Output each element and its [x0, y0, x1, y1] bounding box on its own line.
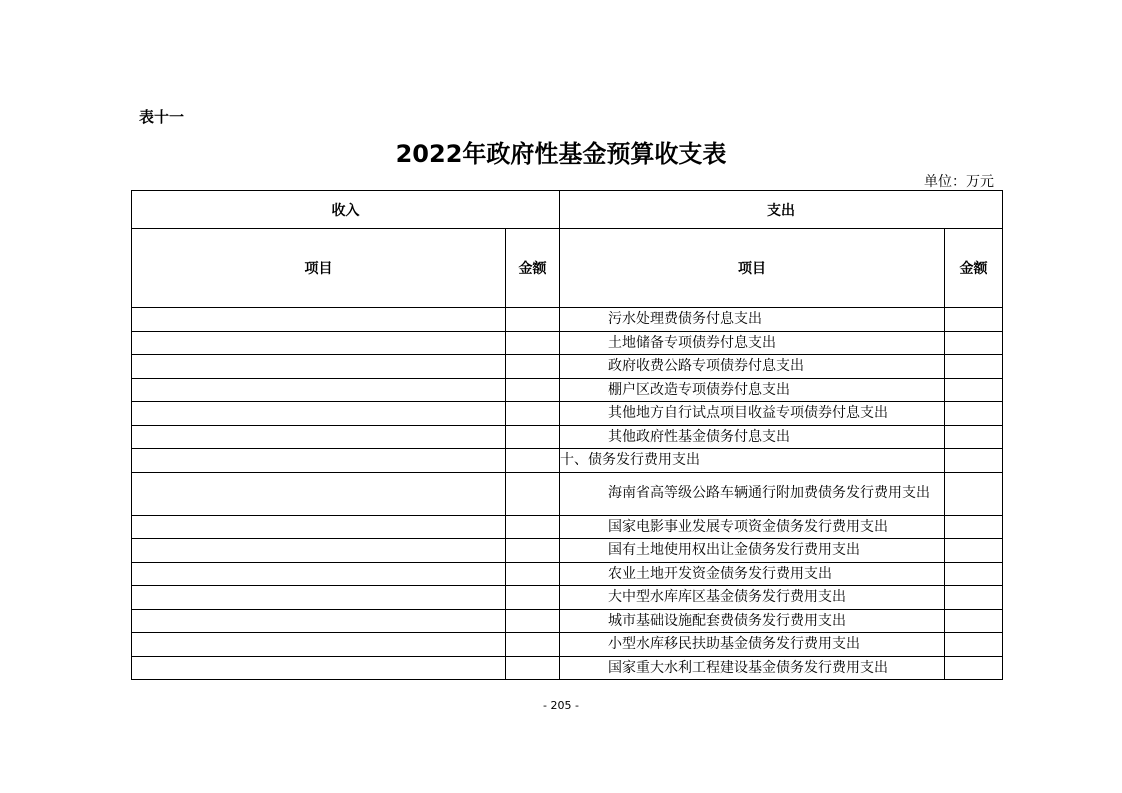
table-row [132, 425, 1003, 449]
income-item-cell [132, 355, 506, 379]
table-row [132, 656, 1003, 680]
budget-table [131, 190, 1003, 680]
expense-item-cell: 国家重大水利工程建设基金债务发行费用支出 [560, 656, 945, 680]
income-item-cell [132, 515, 506, 539]
table-row [132, 402, 1003, 426]
expense-item-cell: 农业土地开发资金债务发行费用支出 [560, 562, 945, 586]
expense-item-cell: 政府收费公路专项债券付息支出 [560, 355, 945, 379]
income-amount-cell [506, 331, 560, 355]
expense-item-cell: 海南省高等级公路车辆通行附加费债务发行费用支出 [560, 472, 945, 515]
income-amount-cell [506, 355, 560, 379]
income-item-cell [132, 586, 506, 610]
income-amount-cell [506, 449, 560, 473]
table-row [132, 515, 1003, 539]
income-amount-cell [506, 586, 560, 610]
expense-amount-cell [945, 656, 1003, 680]
income-item-cell [132, 633, 506, 657]
income-item-cell [132, 609, 506, 633]
income-item-cell [132, 449, 506, 473]
table-row [132, 633, 1003, 657]
expense-amount-cell [945, 562, 1003, 586]
table-row [132, 472, 1003, 515]
expense-item-column-header: 项目 [560, 229, 945, 308]
expense-header: 支出 [560, 191, 1003, 229]
income-item-cell [132, 425, 506, 449]
income-amount-cell [506, 515, 560, 539]
expense-amount-cell [945, 515, 1003, 539]
table-body [132, 308, 1003, 680]
expense-item-cell: 其他地方自行试点项目收益专项债券付息支出 [560, 402, 945, 426]
income-amount-cell [506, 308, 560, 332]
table-row [132, 562, 1003, 586]
table-row [132, 378, 1003, 402]
expense-item-cell: 大中型水库库区基金债务发行费用支出 [560, 586, 945, 610]
income-item-cell [132, 539, 506, 563]
table-number-label: 表十一 [139, 108, 185, 126]
expense-amount-cell [945, 331, 1003, 355]
income-amount-cell [506, 609, 560, 633]
table-row [132, 539, 1003, 563]
expense-amount-cell [945, 308, 1003, 332]
expense-amount-cell [945, 378, 1003, 402]
income-item-cell [132, 331, 506, 355]
income-amount-column-header: 金额 [506, 229, 560, 308]
expense-amount-cell [945, 472, 1003, 515]
table-row [132, 331, 1003, 355]
table-column-header-row [132, 229, 1003, 308]
document-title: 2022年政府性基金预算收支表 [395, 140, 727, 168]
table-row [132, 449, 1003, 473]
expense-amount-cell [945, 539, 1003, 563]
income-header: 收入 [132, 191, 560, 229]
income-item-column-header: 项目 [132, 229, 506, 308]
expense-item-cell: 国家电影事业发展专项资金债务发行费用支出 [560, 515, 945, 539]
income-item-cell [132, 378, 506, 402]
income-item-cell [132, 402, 506, 426]
table-row [132, 355, 1003, 379]
expense-amount-column-header: 金额 [945, 229, 1003, 308]
expense-amount-cell [945, 449, 1003, 473]
page-number: - 205 - [543, 699, 579, 712]
income-item-cell [132, 656, 506, 680]
unit-label: 单位：万元 [924, 174, 994, 190]
expense-item-cell: 棚户区改造专项债券付息支出 [560, 378, 945, 402]
expense-item-cell: 国有土地使用权出让金债务发行费用支出 [560, 539, 945, 563]
expense-item-cell: 土地储备专项债券付息支出 [560, 331, 945, 355]
expense-amount-cell [945, 633, 1003, 657]
table-row [132, 308, 1003, 332]
table-group-header-row [132, 191, 1003, 229]
income-item-cell [132, 308, 506, 332]
expense-amount-cell [945, 609, 1003, 633]
expense-item-cell: 城市基础设施配套费债务发行费用支出 [560, 609, 945, 633]
income-amount-cell [506, 378, 560, 402]
income-amount-cell [506, 633, 560, 657]
income-amount-cell [506, 562, 560, 586]
table-row [132, 609, 1003, 633]
income-amount-cell [506, 656, 560, 680]
income-item-cell [132, 562, 506, 586]
expense-item-cell: 小型水库移民扶助基金债务发行费用支出 [560, 633, 945, 657]
expense-item-cell: 污水处理费债务付息支出 [560, 308, 945, 332]
income-amount-cell [506, 472, 560, 515]
expense-item-cell: 其他政府性基金债务付息支出 [560, 425, 945, 449]
income-item-cell [132, 472, 506, 515]
income-amount-cell [506, 402, 560, 426]
expense-amount-cell [945, 586, 1003, 610]
income-amount-cell [506, 425, 560, 449]
expense-amount-cell [945, 402, 1003, 426]
expense-item-cell: 十、债务发行费用支出 [560, 449, 945, 473]
income-amount-cell [506, 539, 560, 563]
expense-amount-cell [945, 425, 1003, 449]
table-row [132, 586, 1003, 610]
expense-amount-cell [945, 355, 1003, 379]
